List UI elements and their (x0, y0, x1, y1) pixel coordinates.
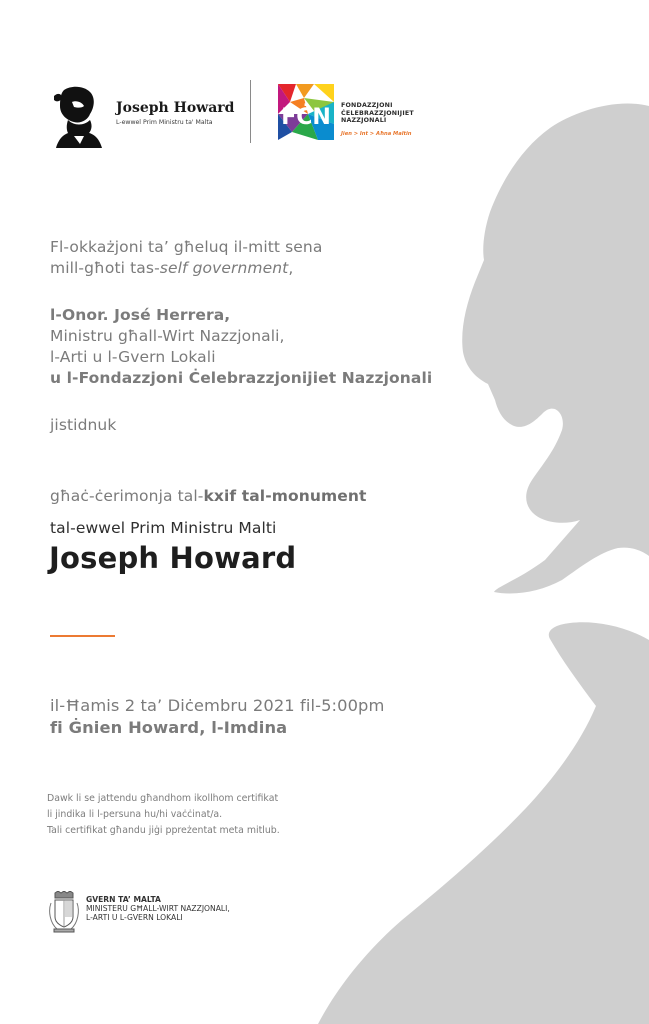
event-venue: fi Ġnien Howard, l-Imdina (50, 718, 288, 737)
footer-line-2: MINISTERU GĦALL-WIRT NAZZJONALI, (86, 904, 230, 913)
event-datetime: il-Ħamis 2 ta’ Diċembru 2021 fil-5:00pm (50, 696, 385, 715)
footer-line-1: GVERN TA’ MALTA (86, 895, 161, 904)
note-line-1: Dawk li se jattendu għandhom ikollhom certifikat (47, 793, 279, 804)
accent-divider (50, 635, 115, 637)
joseph-howard-portrait-logo (50, 86, 106, 148)
occasion-line-2 (50, 259, 293, 277)
occasion-prefix: mill-għoti tas- (50, 259, 160, 277)
fcn-line-1: FONDAZZJONI (341, 102, 393, 109)
subject-title: tal-ewwel Prim Ministru Malti (50, 519, 277, 537)
fcn-mark: FĊN (281, 105, 331, 130)
ceremony-bold: kxif tal-monument (203, 487, 367, 505)
footer-line-3: L-ARTI U L-GVERN LOKALI (86, 913, 183, 922)
fcn-line-2: ĊELEBRAZZJONIJIET (341, 109, 414, 117)
fcn-logo-icon (278, 84, 334, 140)
occasion-line-1: Fl-okkażjoni ta’ għeluq il-mitt sena (50, 238, 323, 256)
host-role-1: Ministru għall-Wirt Nazzjonali, (50, 327, 285, 345)
logo-subtitle: L-ewwel Prim Ministru ta' Malta (116, 119, 213, 126)
occasion-suffix: , (288, 259, 294, 277)
invite-text: jistidnuk (50, 416, 117, 434)
fcn-tagline: Jien > Int > Aħna Maltin (341, 131, 412, 137)
logo-divider (250, 80, 251, 143)
malta-coat-of-arms-icon (49, 891, 80, 933)
host-foundation: u l-Fondazzjoni Ċelebrazzjonijiet Nazzjonali (50, 369, 433, 387)
ceremony-line (50, 487, 367, 505)
occasion-italic: self government (159, 259, 289, 277)
subject-name: Joseph Howard (49, 541, 297, 575)
note-line-3: Tali certifikat għandu jiġi ppreżentat meta mitlub. (47, 825, 280, 836)
fcn-name (341, 102, 414, 125)
fcn-line-3: NAZZJONALI (341, 117, 387, 124)
note-line-2: li jindika li l-persuna hu/hi vaċċinat/a. (47, 809, 223, 820)
ceremony-prefix: għaċ-ċerimonja tal- (50, 487, 204, 505)
logo-name: Joseph Howard (116, 100, 235, 116)
host-role-2: l-Arti u l-Gvern Lokali (50, 348, 216, 366)
host-name: l-Onor. José Herrera, (50, 306, 231, 324)
portrait-silhouette (300, 100, 649, 1024)
